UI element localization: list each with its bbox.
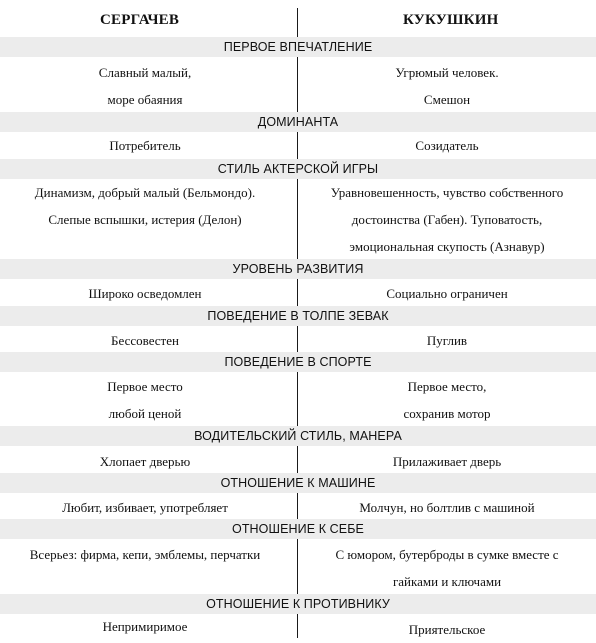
header-right: КУКУШКИН [403,12,499,28]
left-cell: море обаяния [107,92,183,107]
right-cell: эмоциональная скупость (Азнавур) [349,239,545,254]
section-title-sport-behavior: ПОВЕДЕНИЕ В СПОРТЕ [0,352,596,372]
left-cell: Широко осведомлен [88,286,202,301]
right-cell: гайками и ключами [392,574,502,589]
right-cell: Угрюмый человек. [395,65,499,80]
right-cell: Созидатель [415,138,479,153]
section-title-dominant: ДОМИНАНТА [0,112,596,132]
left-cell: любой ценой [108,406,182,421]
left-cell: Всерьез: фирма, кепи, эмблемы, перчатки [29,547,261,562]
section-title-acting-style: СТИЛЬ АКТЕРСКОЙ ИГРЫ [0,159,596,179]
right-cell: Уравновешенность, чувство собственного [330,185,564,200]
right-cell: Прилаживает дверь [392,454,502,469]
right-cell: Приятельское [408,622,486,637]
right-cell: С юмором, бутерброды в сумке вместе с [335,547,559,562]
left-cell: Хлопает дверью [99,454,191,469]
left-cell: Непримиримое [102,619,188,634]
right-cell: Пуглив [426,333,468,348]
right-cell: сохранив мотор [403,406,491,421]
left-cell: Потребитель [109,138,181,153]
section-title-attitude-self: ОТНОШЕНИЕ К СЕБЕ [0,519,596,539]
left-cell: Динамизм, добрый малый (Бельмондо). [34,185,256,200]
left-cell: Слепые вспышки, истерия (Делон) [48,212,242,227]
section-title-crowd-behavior: ПОВЕДЕНИЕ В ТОЛПЕ ЗЕВАК [0,306,596,326]
left-cell: Первое место [107,379,183,394]
left-cell: Славный малый, [98,65,192,80]
right-cell: Первое место, [407,379,487,394]
section-title-attitude-car: ОТНОШЕНИЕ К МАШИНЕ [0,473,596,493]
section-title-first-impression: ПЕРВОЕ ВПЕЧАТЛЕНИЕ [0,37,596,57]
right-cell: Молчун, но болтлив с машиной [359,500,535,515]
left-cell: Любит, избивает, употребляет [62,500,228,515]
section-title-development-level: УРОВЕНЬ РАЗВИТИЯ [0,259,596,279]
right-cell: Смешон [423,92,471,107]
right-cell: достоинства (Габен). Туповатость, [351,212,543,227]
header-left: СЕРГАЧЕВ [100,12,180,28]
section-title-attitude-opponent: ОТНОШЕНИЕ К ПРОТИВНИКУ [0,594,596,614]
section-title-driving-style: ВОДИТЕЛЬСКИЙ СТИЛЬ, МАНЕРА [0,426,596,446]
right-cell: Социально ограничен [386,286,508,301]
left-cell: Бессовестен [111,333,179,348]
